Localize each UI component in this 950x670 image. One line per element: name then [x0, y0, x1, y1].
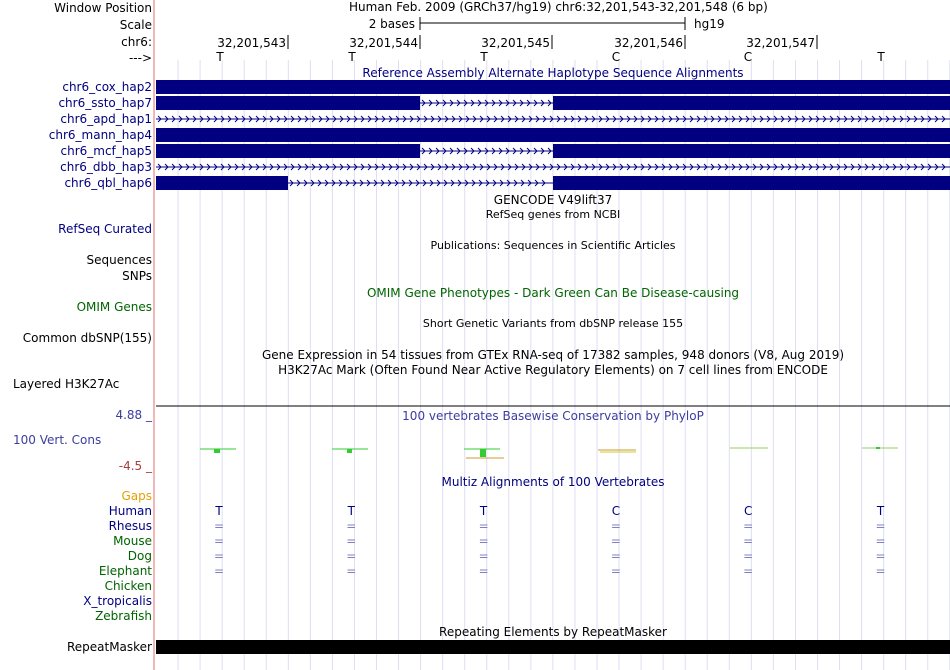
position-4: 32,201,546	[614, 36, 683, 50]
match-symbol: =	[478, 534, 489, 548]
match-symbol: =	[610, 534, 621, 548]
match-symbol: =	[875, 534, 886, 548]
gencode-title[interactable]: GENCODE V49lift37	[493, 193, 613, 207]
match-symbol: =	[478, 519, 489, 533]
h3k27ac-track-label[interactable]: Layered H3K27Ac	[13, 377, 120, 391]
hap-label-dbb[interactable]: chr6_dbb_hap3	[60, 160, 152, 174]
db-label: hg19	[694, 17, 725, 31]
species-dog: Dog	[127, 549, 152, 563]
strand-label: --->	[128, 51, 152, 65]
hap-cox-block[interactable]	[156, 80, 950, 94]
assembly-info: Human Feb. 2009 (GRCh37/hg19) chr6:32,201,543-32,201,548 (6 bp)	[349, 0, 768, 14]
hap-mann-block[interactable]	[156, 128, 950, 142]
hap-label-mann[interactable]: chr6_mann_hap4	[48, 128, 152, 142]
match-symbol: =	[875, 549, 886, 563]
match-symbol: =	[743, 564, 754, 578]
gtex-center-label: Gene Expression in 54 tissues from GTEx RNA-seq of 17382 samples, 948 donors (V8, Aug 2019)	[261, 348, 845, 362]
dbsnp-track-label[interactable]: Common dbSNP(155)	[22, 331, 152, 345]
hap-ssto-block-right[interactable]	[553, 96, 950, 110]
match-symbol: =	[875, 564, 886, 578]
match-symbol: =	[213, 549, 225, 563]
position-1: 32,201,543	[217, 36, 286, 50]
hap-label-ssto[interactable]: chr6_ssto_hap7	[58, 96, 152, 110]
refseq-center-label: RefSeq genes from NCBI	[485, 208, 621, 221]
hap-qbl-block-right[interactable]	[553, 176, 950, 190]
species-chicken: Chicken	[104, 579, 152, 593]
base-2: T	[348, 50, 356, 64]
label-separator	[153, 0, 155, 670]
repeatmasker-track-label[interactable]: RepeatMasker	[66, 640, 152, 654]
human-base: T	[347, 504, 355, 518]
omim-track-label[interactable]: OMIM Genes	[76, 300, 152, 314]
position-5: 32,201,547	[746, 36, 815, 50]
snps-track-label[interactable]: SNPs	[122, 269, 152, 283]
hap-label-apd[interactable]: chr6_apd_hap1	[60, 112, 152, 126]
match-symbol: =	[478, 564, 489, 578]
human-base: C	[611, 504, 621, 518]
match-symbol: =	[346, 564, 357, 578]
position-2: 32,201,544	[349, 36, 418, 50]
phylop-min-value: -4.5 _	[118, 459, 152, 473]
phylop-track-label[interactable]: 100 Vert. Cons	[13, 433, 102, 447]
human-base: T	[876, 504, 885, 518]
h3k27ac-center-label: H3K27Ac Mark (Often Found Near Active Regulatory Elements) on 7 cell lines from ENCODE	[278, 363, 828, 377]
species-rhesus: Rhesus	[108, 519, 152, 533]
chrom-label: chr6:	[121, 35, 152, 49]
human-base: T	[215, 504, 223, 518]
match-symbol: =	[213, 519, 225, 533]
base-1: T	[216, 50, 224, 64]
base-6: T	[877, 50, 885, 64]
position-3: 32,201,545	[481, 36, 550, 50]
match-symbol: =	[875, 519, 886, 533]
species-human: Human	[108, 504, 152, 518]
hap-label-cox[interactable]: chr6_cox_hap2	[62, 80, 152, 94]
species-zebrafish: Zebrafish	[95, 609, 152, 623]
match-symbol: =	[610, 519, 621, 533]
repeat-center-label: Repeating Elements by RepeatMasker	[439, 625, 667, 639]
haplotype-track-title: Reference Assembly Alternate Haplotype Sequence Alignments	[362, 66, 744, 80]
match-symbol: =	[743, 549, 754, 563]
scale-label: Scale	[119, 18, 152, 32]
phylop-center-label: 100 vertebrates Basewise Conservation by PhyloP	[402, 409, 704, 423]
publications-center-label: Publications: Sequences in Scientific Articles	[430, 239, 676, 252]
repeatmasker-bar[interactable]	[156, 640, 950, 654]
hap-qbl-block-left[interactable]	[156, 176, 288, 190]
match-symbol: =	[346, 519, 357, 533]
human-base: C	[743, 504, 753, 518]
window-position-label: Window Position	[54, 1, 152, 15]
match-symbol: =	[743, 534, 754, 548]
scale-bar	[420, 17, 685, 30]
base-4: C	[611, 50, 621, 64]
match-symbol: =	[346, 534, 357, 548]
base-3: T	[480, 50, 488, 64]
omim-center-label: OMIM Gene Phenotypes - Dark Green Can Be Disease-causing	[366, 286, 740, 300]
hap-mcf-block-left[interactable]	[156, 144, 420, 158]
match-symbol: =	[610, 564, 621, 578]
match-symbol: =	[610, 549, 621, 563]
base-5: C	[743, 50, 753, 64]
hap-mcf-block-right[interactable]	[553, 144, 950, 158]
sequences-track-label[interactable]: Sequences	[86, 253, 152, 267]
phylop-max-value: 4.88 _	[115, 408, 152, 422]
hap-label-qbl[interactable]: chr6_qbl_hap6	[64, 176, 152, 190]
match-symbol: =	[478, 549, 489, 563]
match-symbol: =	[213, 534, 225, 548]
hap-ssto-block-left[interactable]	[156, 96, 420, 110]
phylop-marks[interactable]	[200, 447, 898, 458]
match-symbol: =	[743, 519, 754, 533]
species-elephant: Elephant	[98, 564, 152, 578]
human-base: T	[479, 504, 488, 518]
hap-label-mcf[interactable]: chr6_mcf_hap5	[60, 144, 152, 158]
species-x-tropicalis: X_tropicalis	[83, 594, 152, 608]
species-mouse: Mouse	[113, 534, 152, 548]
dbsnp-center-label: Short Genetic Variants from dbSNP release 155	[422, 317, 684, 330]
match-symbol: =	[213, 564, 225, 578]
refseq-track-label[interactable]: RefSeq Curated	[58, 222, 152, 236]
multiz-center-label: Multiz Alignments of 100 Vertebrates	[441, 475, 665, 489]
gaps-track-label[interactable]: Gaps	[121, 489, 152, 503]
match-symbol: =	[346, 549, 357, 563]
scale-text: 2 bases	[368, 17, 415, 31]
